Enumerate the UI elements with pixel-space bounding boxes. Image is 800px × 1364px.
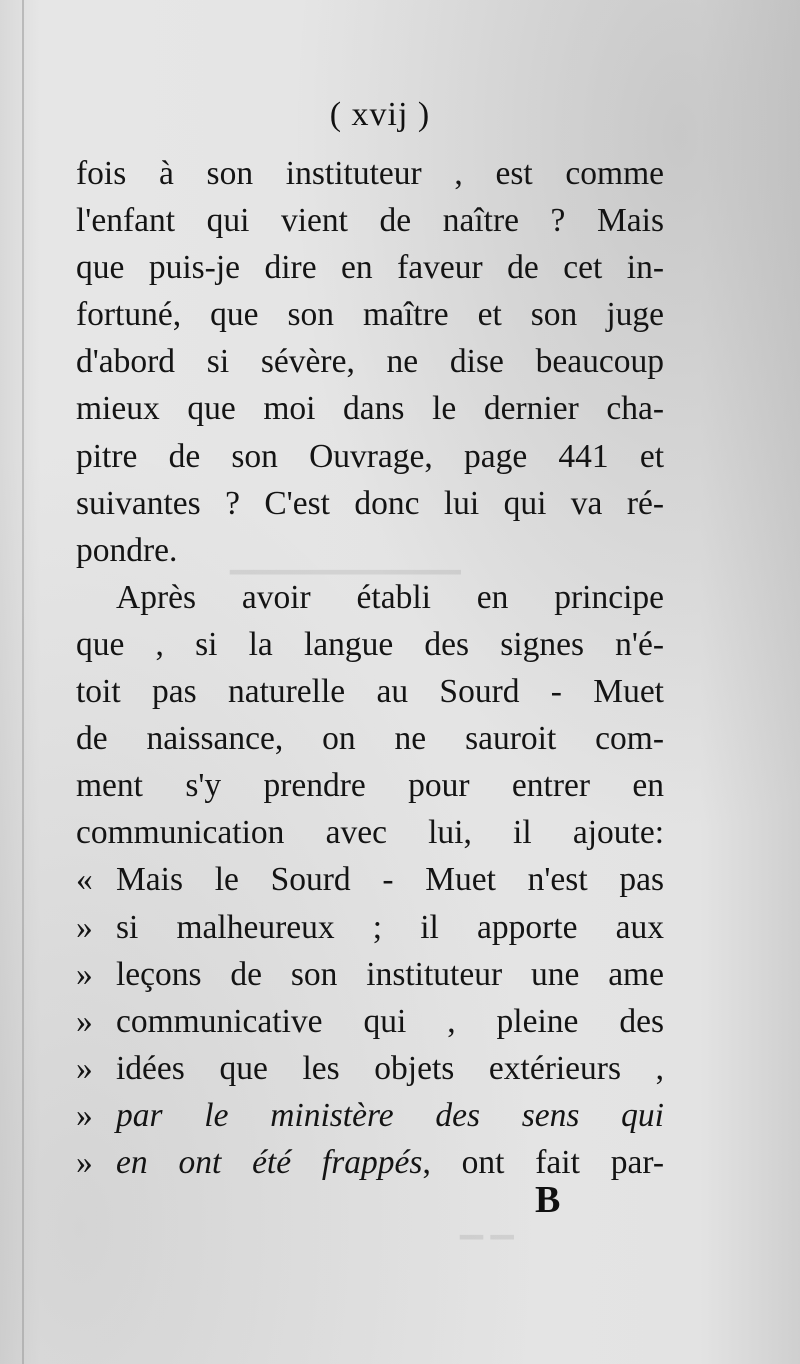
paragraph-start-line: Après avoir établi en principe xyxy=(116,578,664,616)
text-line: que puis-je dire en faveur de cet in- xyxy=(76,249,664,287)
text-line: mieux que moi dans le dernier cha- xyxy=(76,390,664,428)
text-line: fortuné, que son maître et son juge xyxy=(76,296,664,334)
text-line: fois à son instituteur , est comme xyxy=(76,155,664,192)
show-through-ink: ▁ ▁ xyxy=(460,1206,514,1239)
text-line: de naissance, on ne sauroit com- xyxy=(76,720,664,758)
text-line: l'enfant qui vient de naître ? Mais xyxy=(76,202,664,240)
quote-line: » leçons de son instituteur une ame xyxy=(76,951,664,998)
italic-text: en ont été frappés xyxy=(116,1143,423,1181)
quote-line: » idées que les objets extérieurs , xyxy=(76,1045,664,1092)
body-text xyxy=(76,150,664,1186)
quote-mark: » xyxy=(76,955,93,993)
show-through-ink: ▁▁▁▁▁▁▁▁▁▁ xyxy=(230,541,461,574)
quote-mark: » xyxy=(76,1143,93,1181)
quote-mark: « xyxy=(76,861,93,899)
quote-mark: » xyxy=(76,1096,93,1134)
text-line: ment s'y prendre pour entrer en xyxy=(76,767,664,805)
quote-line: » en ont été frappés, ont fait par- xyxy=(76,1139,664,1186)
signature-mark: B xyxy=(535,1179,561,1221)
text-line: suivantes ? C'est donc lui qui va ré- xyxy=(76,484,664,522)
quote-mark: » xyxy=(76,1049,93,1087)
text-line: communication avec lui, il ajoute: xyxy=(76,814,664,852)
italic-text: par le ministère des sens qui xyxy=(116,1096,664,1134)
quote-line: » communicative qui , pleine des xyxy=(76,998,664,1045)
text-line: d'abord si sévère, ne dise beaucoup xyxy=(76,343,664,381)
quote-mark: » xyxy=(76,908,93,946)
page-number-header: ( xvij ) xyxy=(329,96,431,133)
quote-line: « Mais le Sourd - Muet n'est pas xyxy=(76,856,664,903)
text-line: que , si la langue des signes n'é- xyxy=(76,625,664,663)
quote-mark: » xyxy=(76,1002,93,1040)
text-line: toit pas naturelle au Sourd - Muet xyxy=(76,673,664,711)
page-gutter-edge xyxy=(22,0,24,1364)
quote-line: » si malheureux ; il apporte aux xyxy=(76,904,664,951)
quote-line xyxy=(76,1092,664,1139)
text-line: pondre. xyxy=(76,531,178,569)
text-line: pitre de son Ouvrage, page 441 et xyxy=(76,437,664,475)
